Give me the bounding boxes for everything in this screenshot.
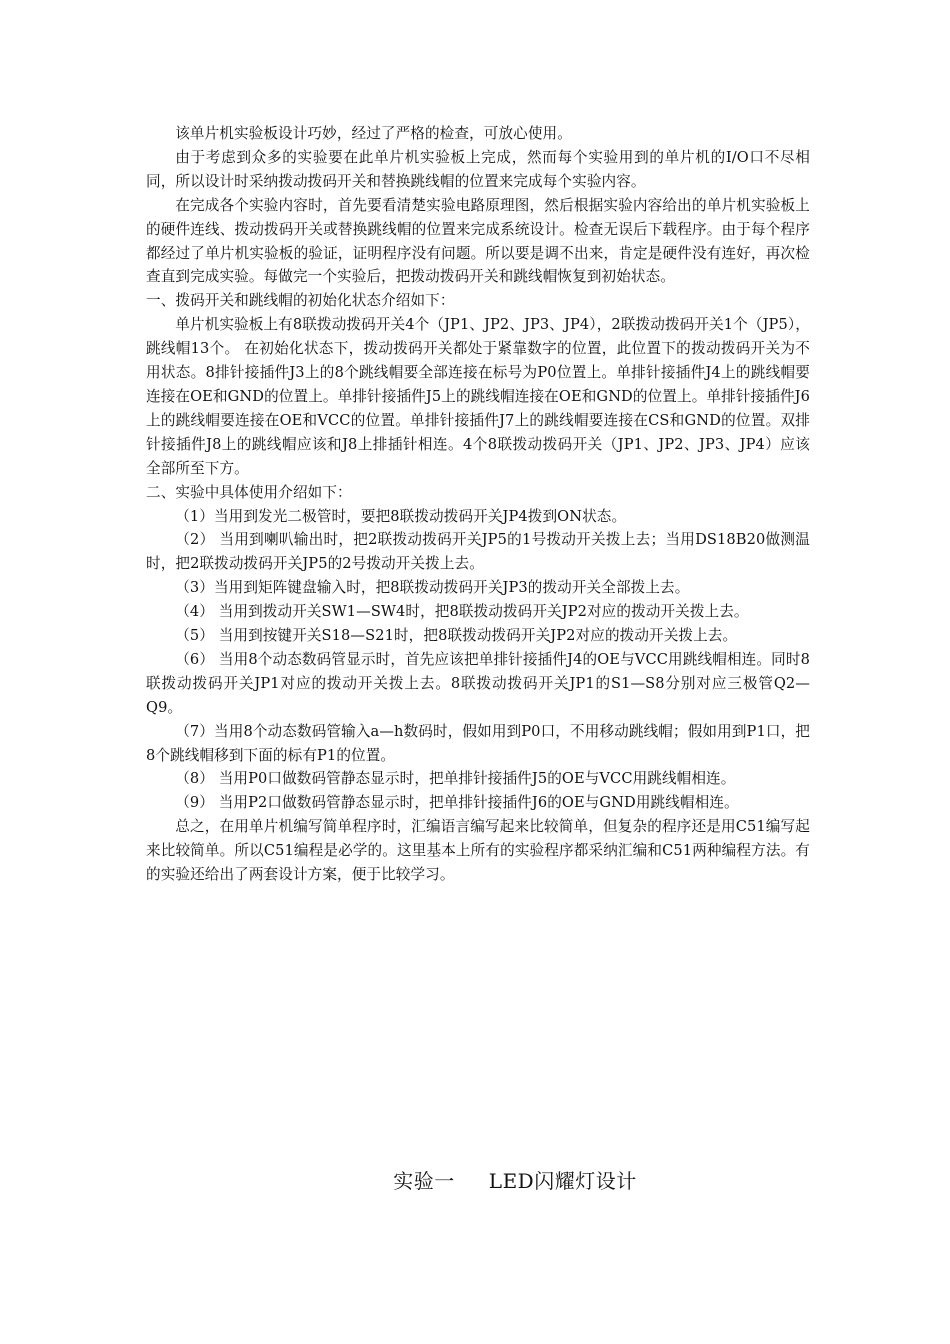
- usage-item-6: （6） 当用8个动态数码管显示时，首先应该把单排针接插件J4的OE与VCC用跳线帽相连。同时8联拨动拨码开关JP1对应的拨动开关拨上去。8联拨动拨码开关JP1的S1—S8分别对应三极管Q2—Q9。: [146, 650, 810, 716]
- usage-item-4: （4） 当用到拨动开关SW1—SW4时，把8联拨动拨码开关JP2对应的拨动开关拨上去。: [175, 603, 749, 621]
- experiment-title: [0, 1166, 950, 1196]
- usage-item-2: （2） 当用到喇叭输出时，把2联拨动拨码开关JP5的1号拨动开关拨上去；当用DS18B20做测温时，把2联拨动拨码开关JP5的2号拨动开关拨上去。: [146, 531, 810, 573]
- paragraph-summary: 总之，在用单片机编写简单程序时，汇编语言编写起来比较简单，但复杂的程序还是用C51编写起来比较简单。所以C51编程是必学的。这里基本上所有的实验程序都采纳汇编和C51两种编程方法。有的实验还给出了两套设计方案，便于比较学习。: [146, 818, 810, 884]
- usage-item-9: （9） 当用P2口做数码管静态显示时，把单排针接插件J6的OE与GND用跳线帽相连。: [175, 794, 739, 812]
- paragraph-procedure: 在完成各个实验内容时，首先要看清楚实验电路原理图，然后根据实验内容给出的单片机实验板上的硬件连线、拨动拨码开关或替换跳线帽的位置来完成系统设计。检查无误后下载程序。由于每个程序都经过了单片机实验板的验证，证明程序没有问题。所以要是调不出来，肯定是硬件没有连好，再次检查直到完成实验。每做完一个实验后，把拨动拨码开关和跳线帽恢复到初始状态。: [146, 196, 810, 286]
- usage-item-1: （1）当用到发光二极管时，要把8联拨动拨码开关JP4拨到ON状态。: [175, 507, 627, 525]
- experiment-number: 实验一: [393, 1169, 455, 1193]
- section-heading-initial-state: 一、拨码开关和跳线帽的初始化状态介绍如下：: [146, 292, 455, 310]
- usage-item-8: （8） 当用P0口做数码管静态显示时，把单排针接插件J5的OE与VCC用跳线帽相连。: [175, 770, 736, 788]
- document-body: [146, 122, 810, 887]
- paragraph-initial-state: 单片机实验板上有8联拨动拨码开关4个（JP1、JP2、JP3、JP4），2联拨动拨码开关1个（JP5），跳线帽13个。 在初始化状态下，拨动拨码开关都处于紧靠数字的位置，此位置下的拨动拨码开关为不用状态。8排针接插件J3上的8个跳线帽要全部连接在标号为P0位置上。单排针接插件J4上的跳线帽要连接在OE和GND的位置上。单排针接插件J5上的跳线帽连接在OE和GND的位置上。单排针接插件J6上的跳线帽要连接在OE和VCC的位置。单排针接插件J7上的跳线帽要连接在CS和GND的位置。双排针接插件J8上的跳线帽应该和J8上排插针相连。4个8联拨动拨码开关（JP1、JP2、JP3、JP4）应该全部所至下方。: [146, 316, 810, 477]
- section-heading-usage: 二、实验中具体使用介绍如下：: [146, 483, 352, 501]
- experiment-name: LED闪耀灯设计: [488, 1169, 637, 1193]
- paragraph-io-ports: 由于考虑到众多的实验要在此单片机实验板上完成，然而每个实验用到的单片机的I/O口不尽相同，所以设计时采纳拨动拨码开关和替换跳线帽的位置来完成每个实验内容。: [146, 148, 810, 190]
- usage-item-3: （3）当用到矩阵键盘输入时，把8联拨动拨码开关JP3的拨动开关全部拨上去。: [175, 579, 690, 597]
- paragraph-intro: 该单片机实验板设计巧妙，经过了严格的检查，可放心使用。: [175, 125, 572, 142]
- usage-item-5: （5） 当用到按键开关S18—S21时，把8联拨动拨码开关JP2对应的拨动开关拨上去。: [175, 627, 738, 645]
- usage-item-7: （7）当用8个动态数码管输入a—h数码时，假如用到P0口，不用移动跳线帽；假如用到P1口，把8个跳线帽移到下面的标有P1的位置。: [146, 722, 810, 764]
